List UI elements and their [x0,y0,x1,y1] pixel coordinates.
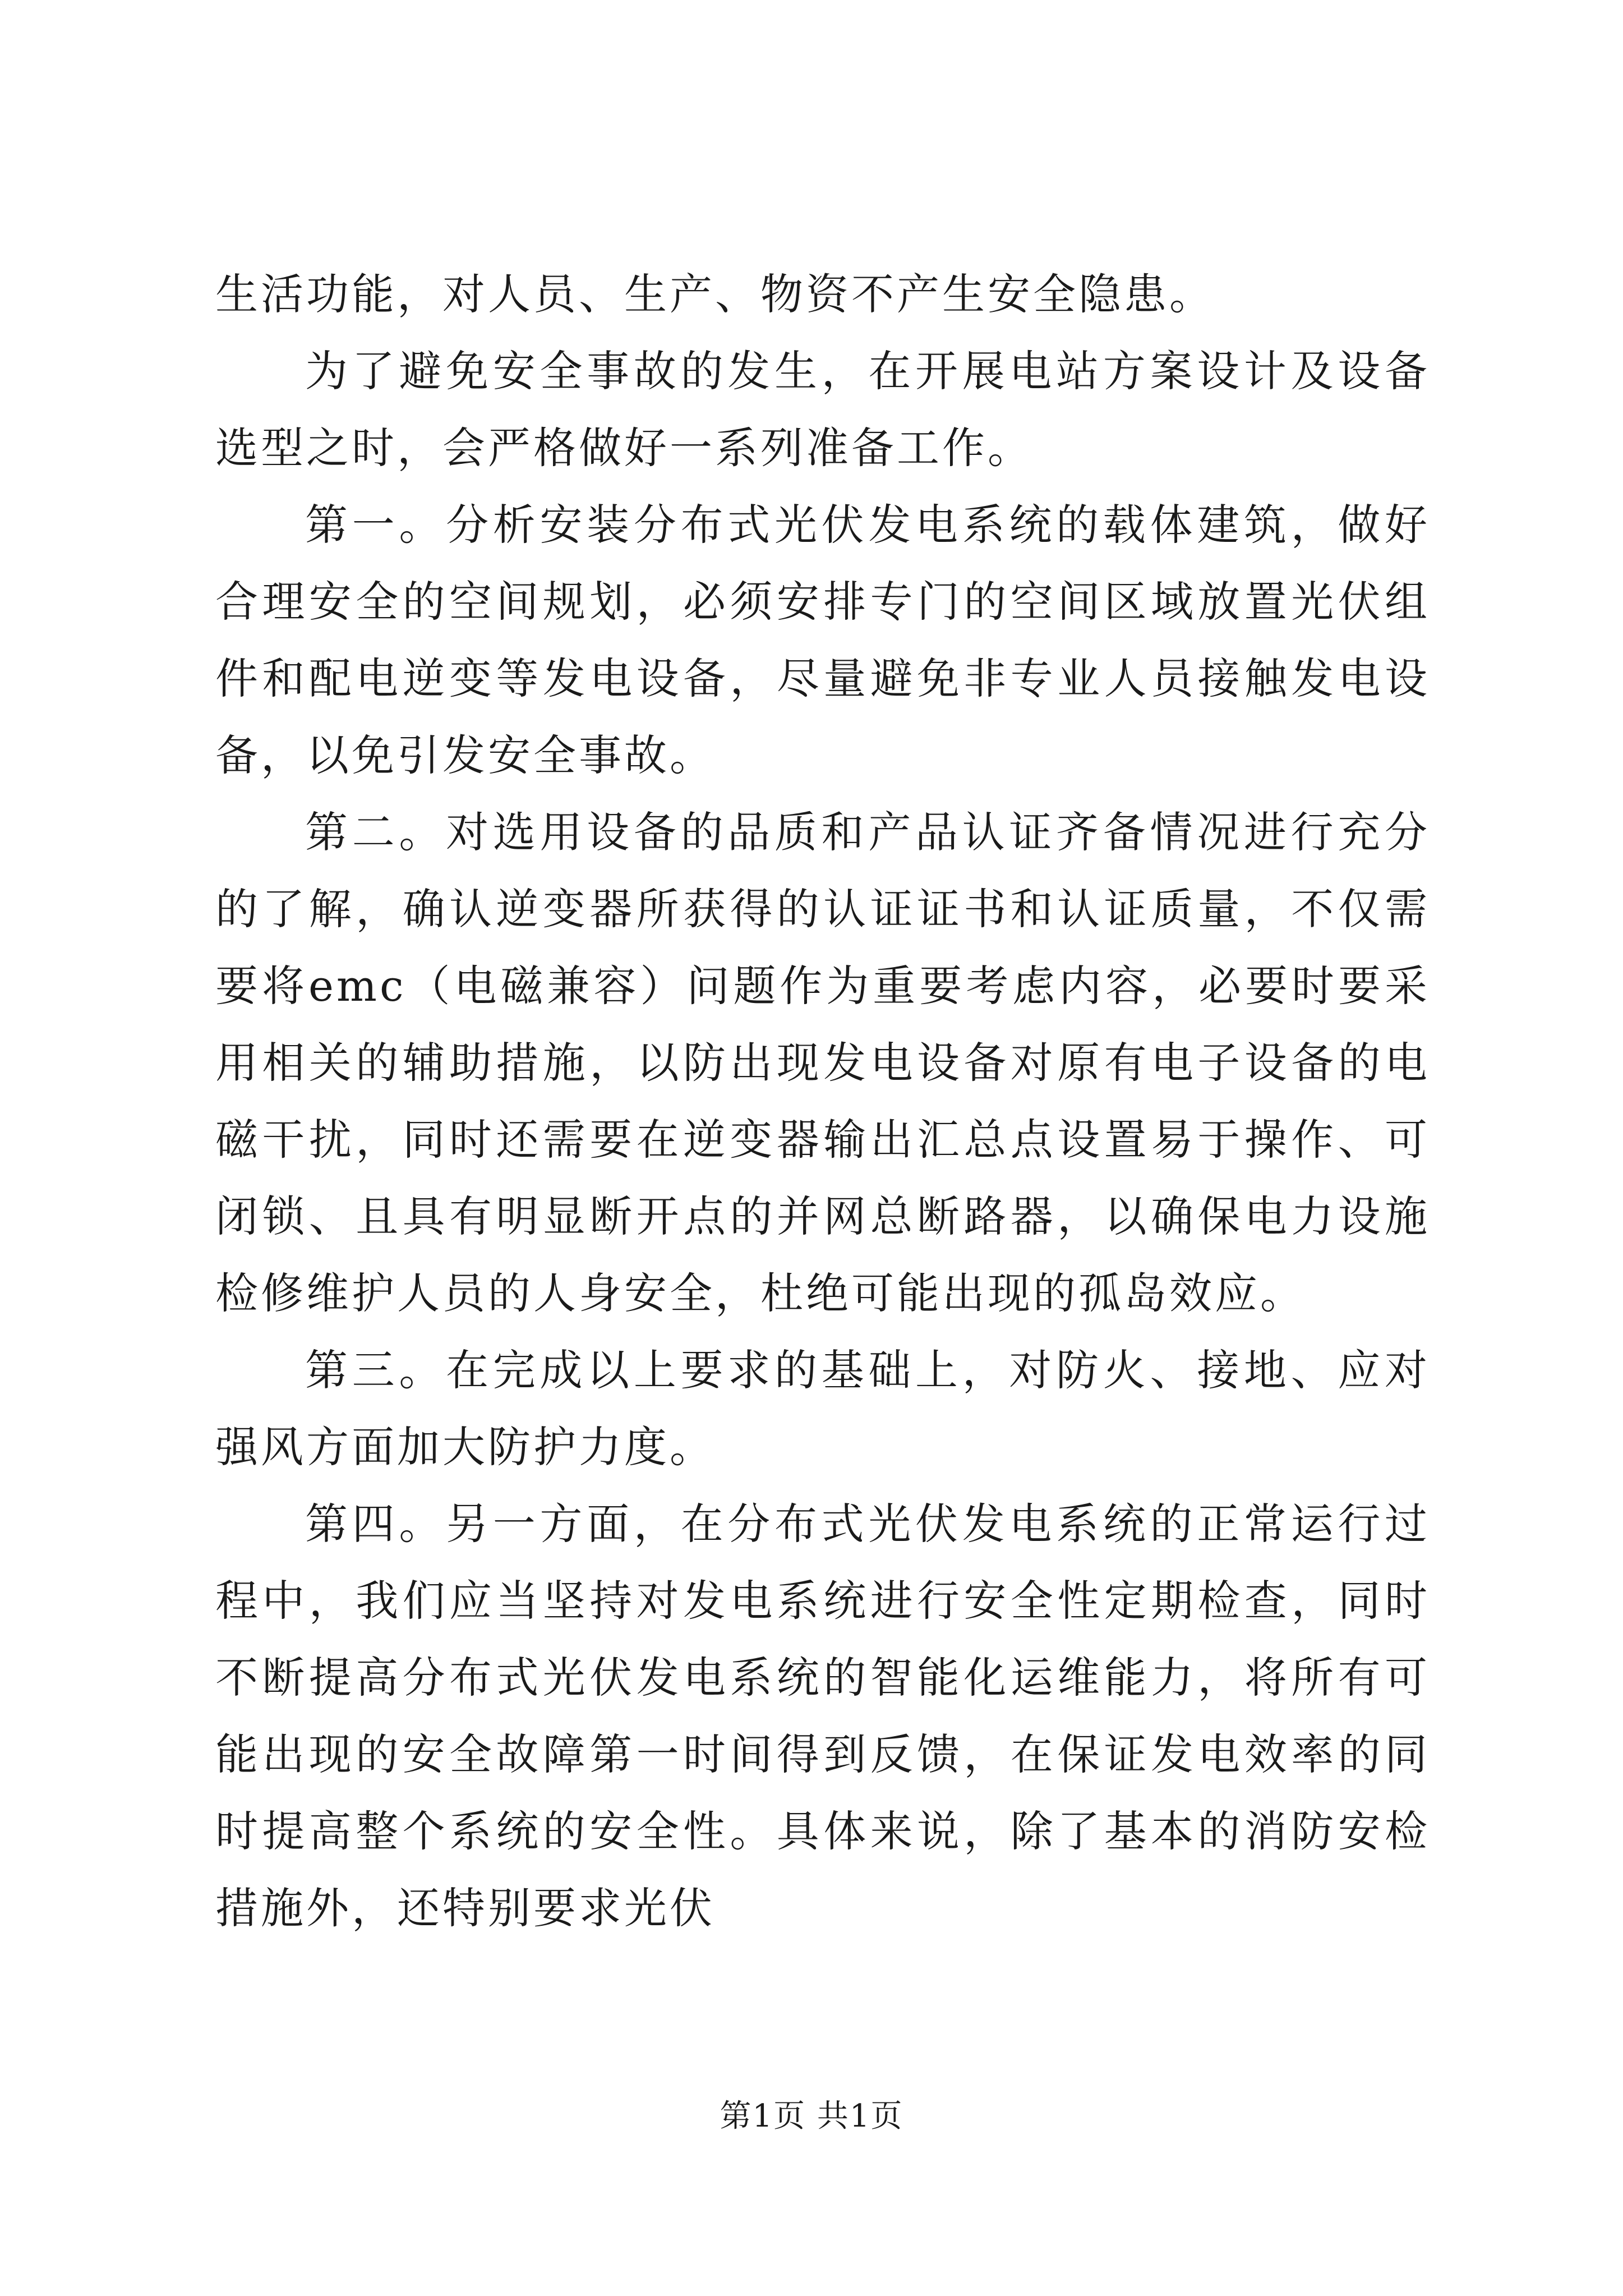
paragraph: 第三。在完成以上要求的基础上，对防火、接地、应对强风方面加大防护力度。 [215,1345,1430,1472]
paragraph: 为了避免安全事故的发生，在开展电站方案设计及设备选型之时，会严格做好一系列准备工作。 [215,346,1430,473]
paragraph: 第二。对选用设备的品质和产品认证齐备情况进行充分的了解，确认逆变器所获得的认证证书和认证质量，不仅需要将emc（电磁兼容）问题作为重要考虑内容，必要时要采用相关的辅助措施，以防出现发电设备对原有电子设备的电磁干扰，同时还需要在逆变器输出汇总点设置易于操作、可闭锁、且具有明显断开点的并网总断路器，以确保电力设施检修维护人员的人身安全，杜绝可能出现的孤岛效应。 [215,807,1430,1318]
paragraph: 生活功能，对人员、生产、物资不产生安全隐患。 [215,269,1215,319]
paragraph: 第一。分析安装分布式光伏发电系统的载体建筑，做好合理安全的空间规划，必须安排专门的空间区域放置光伏组件和配电逆变等发电设备，尽量避免非专业人员接触发电设备，以免引发安全事故。 [215,500,1430,780]
page-number-footer: 第1页 共1页 [720,2098,903,2134]
document-body [215,256,1430,1947]
paragraph: 第四。另一方面，在分布式光伏发电系统的正常运行过程中，我们应当坚持对发电系统进行安全性定期检查，同时不断提高分布式光伏发电系统的智能化运维能力，将所有可能出现的安全故障第一时间得到反馈，在保证发电效率的同时提高整个系统的安全性。具体来说，除了基本的消防安检措施外，还特别要求光伏 [215,1499,1430,1933]
